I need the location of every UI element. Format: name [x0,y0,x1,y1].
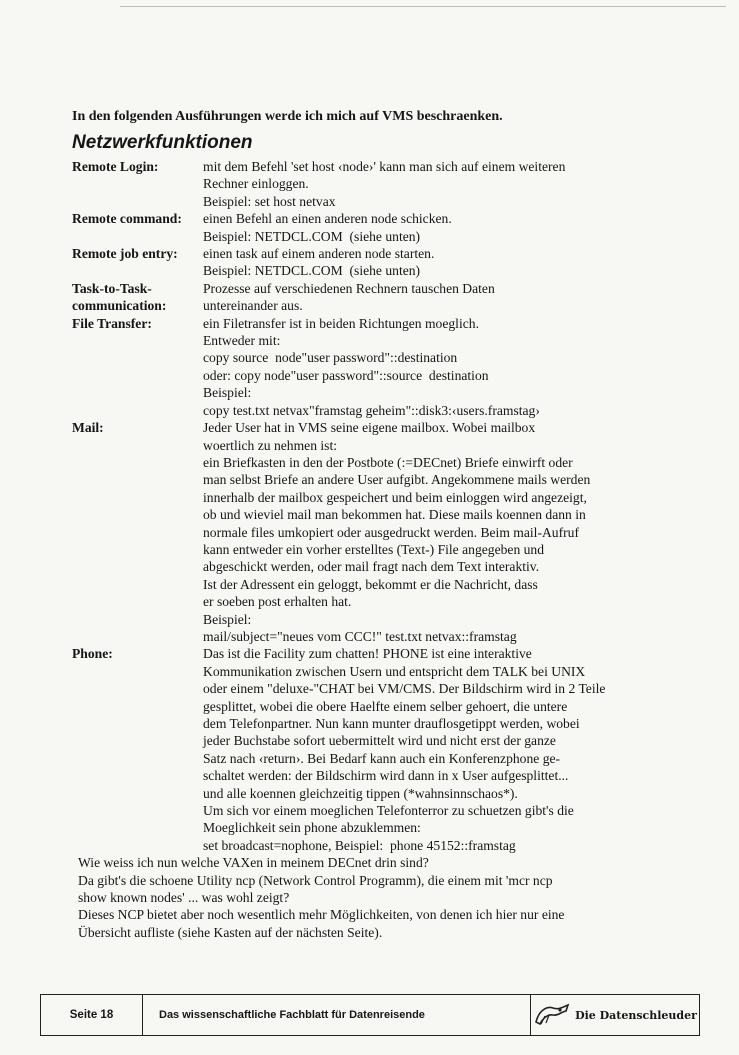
entry-line: kann entweder ein vorher erstelltes (Text-) File angegeben und [203,541,545,557]
entry-label: Remote command: [72,211,182,227]
entry-label: Mail: [72,420,104,436]
article [72,108,727,941]
entry-line: Prozesse auf verschiedenen Rechnern tauschen Daten [203,280,495,296]
entry-line: Beispiel: NETDCL.COM (siehe unten) [203,263,421,279]
entry-line: abgeschickt werden, oder mail fragt nach dem Text interaktiv. [203,559,540,575]
entry-line: oder: copy node"user password"::source destination [203,367,489,383]
entry-line: Das ist die Facility zum chatten! PHONE ist eine interaktive [203,646,532,662]
definition-entry [72,245,727,280]
entry-line: einen task auf einem anderen node starten. [203,246,435,262]
entry-line: Beispiel: NETDCL.COM (siehe unten) [203,228,421,244]
entry-label: Task-to-Task- communication: [72,280,167,314]
entry-body [203,315,727,419]
page-footer [40,994,700,1036]
entry-line: normale files umkopiert oder ausgedruckt werden. Beim mail-Aufruf [203,524,579,540]
page-number: Seite 18 [41,995,143,1035]
entry-line: man selbst Briefe an andere User aufgibt. Angekommene mails werden [203,472,591,488]
entry-line: Beispiel: [203,611,252,627]
entry-line: Jeder User hat in VMS seine eigene mailbox. Wobei mailbox [203,420,536,436]
entry-label: File Transfer: [72,315,152,331]
entry-line: jeder Buchstabe sofort uebermittelt wird und nicht erst der ganze [203,733,556,749]
intro-text: In den folgenden Ausführungen werde ich mich auf VMS beschraenken. [72,109,503,124]
entry-line: schaltet werden: der Bildschirm wird dann in x User aufgesplittet... [203,768,569,784]
entry-line: Ist der Adressent ein geloggt, bekommt er die Nachricht, dass [203,576,538,592]
entry-line: er soeben post erhalten hat. [203,594,352,610]
entry-line: gesplittet, wobei die obere Haelfte einem selber gehoert, die untere [203,698,568,714]
entry-label: Phone: [72,646,113,662]
entry-line: innerhalb der mailbox gespeichert und beim einloggen wird angezeigt, [203,489,587,505]
entry-line: copy source node"user password"::destination [203,350,458,366]
entry-line: untereinander aus. [203,298,303,314]
entry-line: Rechner einloggen. [203,176,309,192]
entry-line: ein Filetransfer ist in beiden Richtungen moeglich. [203,315,479,331]
entry-line: Entweder mit: [203,333,281,349]
entry-line: copy test.txt netvax"framstag geheim"::disk3:‹users.framstag› [203,402,540,418]
entry-body [203,280,727,315]
entry-line: ein Briefkasten in den der Postbote (:=DECnet) Briefe einwirft oder [203,454,573,470]
datenschleuder-logo-icon [533,1002,571,1028]
definition-entry [72,158,727,210]
brand-name: Die Datenschleuder [575,1008,697,1022]
footer-subtitle: Das wissenschaftliche Fachblatt für Datenreisende [143,995,531,1035]
definition-entry [72,645,727,854]
entry-line: Kommunikation zwischen Usern und entspricht dem TALK bei UNIX [203,663,586,679]
closing-line: Dieses NCP bietet aber noch wesentlich mehr Möglichkeiten, von denen ich hier nur eine [78,907,565,923]
entry-line: dem Telefonpartner. Nun kann munter drauflosgetippt werden, wobei [203,716,580,731]
entry-line: einen Befehl an einen anderen node schicken. [203,211,452,227]
closing-line: Wie weiss ich nun welche VAXen in meinem DECnet drin sind? [78,855,429,871]
closing-line: Übersicht aufliste (siehe Kasten auf der nächsten Seite). [78,924,383,940]
entry-body [203,419,727,645]
entry-line: Satz nach ‹return›. Bei Bedarf kann auch ein Konferenzphone ge- [203,750,561,766]
top-rule [120,6,726,7]
entry-line: und alle koennen gleichzeitig tippen (*wahnsinnschaos*). [203,785,518,801]
closing-paragraph [72,854,727,941]
entry-line: set broadcast=nophone, Beispiel: phone 45152::framstag [203,837,516,853]
definition-entry [72,280,727,315]
footer-brand [531,995,699,1035]
entry-body [203,245,727,280]
entry-line: ob und wieviel mail man bekommen hat. Diese mails koennen dann in [203,507,586,523]
entry-label: Remote job entry: [72,246,178,262]
entry-line: mit dem Befehl 'set host ‹node›' kann man sich auf einem weiteren [203,159,566,174]
definition-list [72,158,727,854]
entry-body [203,210,727,245]
section-title: Netzwerkfunktionen [72,132,253,153]
entry-line: Um sich vor einem moeglichen Telefonterror zu schuetzen gibt's die [203,803,574,819]
entry-line: Moeglichkeit sein phone abzuklemmen: [203,820,421,836]
closing-line: Da gibt's die schoene Utility ncp (Network Control Programm), die einem mit 'mcr ncp [78,872,553,888]
entry-line: Beispiel: set host netvax [203,193,336,209]
entry-label: Remote Login: [72,159,159,174]
definition-entry [72,210,727,245]
definition-entry [72,315,727,419]
entry-body [203,158,727,210]
entry-body [203,645,727,854]
entry-line: Beispiel: [203,385,252,401]
entry-line: woertlich zu nehmen ist: [203,437,338,453]
entry-line: oder einem "deluxe-"CHAT bei VM/CMS. Der Bildschirm wird in 2 Teile [203,681,606,697]
definition-entry [72,419,727,645]
closing-line: show known nodes' ... was wohl zeigt? [78,890,290,906]
entry-line: mail/subject="neues vom CCC!" test.txt netvax::framstag [203,628,517,644]
